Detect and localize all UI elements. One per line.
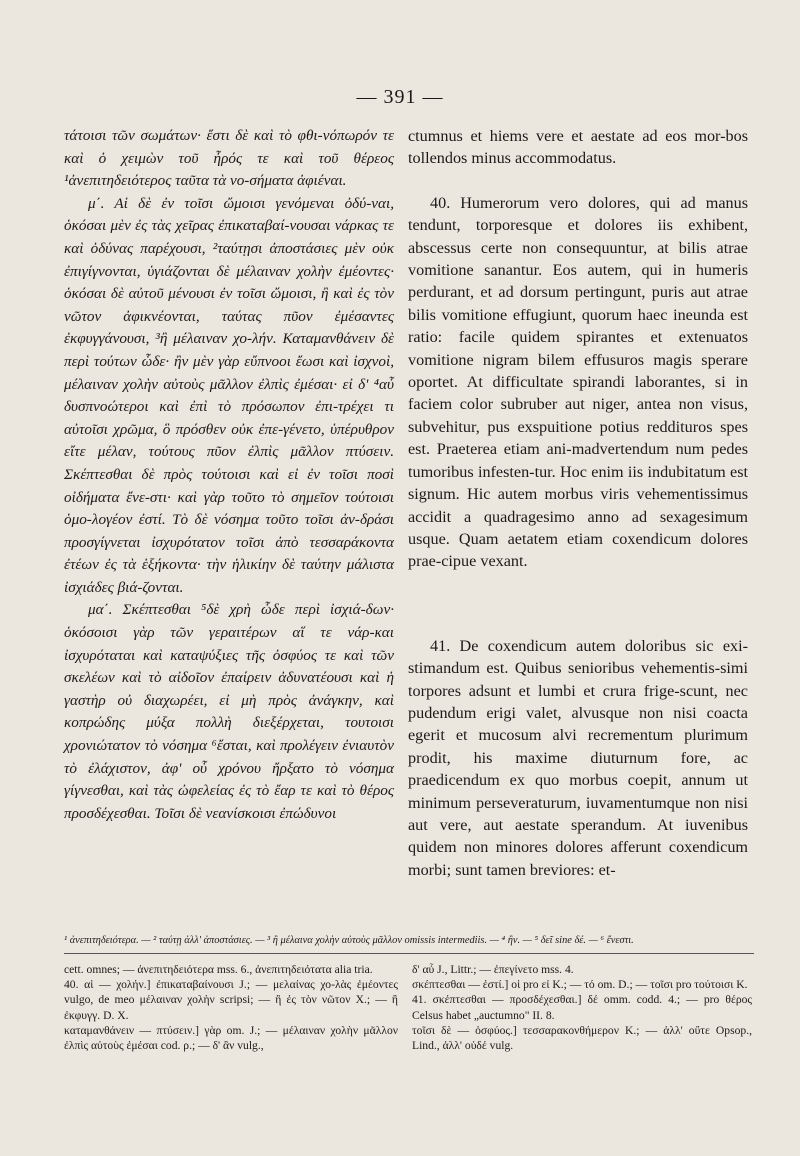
apparatus-note: 40. αἱ — χολήν.] ἐπικαταβαίνουσι J.; — μελαίνας χο-λὰς ἐμέοντες vulgo, de meo μέλαιναν χολὴν scripsi; — ἢ ἐς τὸν νῶτον X.; — ἢ ἐκφυγγ. D. X. — [64, 978, 398, 1022]
latin-column — [408, 125, 748, 881]
latin-paragraph-41: 41. De coxendicum autem doloribus sic exi-stimandum est. Quibus senioribus vehementis-simi torpores adsunt et lumbi et crura frige-scunt, nec pudendum erigi valet, alvusque non nisi coacta egerit et mucosum alvi recrementum plurimum prodit, his maxime diuturnum fore, ac praedicendum ex quo morbus coepit, annum ut minimum perseveraturum, iuvamentumque non nisi aut vere, aut aestate sperandum. At iuvenibus quidem non minores dolores afferunt coxendicum morbi; sunt tamen breviores: et- — [408, 636, 748, 879]
apparatus-note: 41. σκέπτεσθαι — προσδέχεσθαι.] δέ omm. codd. 4.; — pro θέρος Celsus habet „auctumno" II. 8. — [412, 993, 752, 1022]
apparatus-note: καταμανθάνειν — πτύσειν.] γὰρ om. J.; — μέλαιναν χολὴν μᾶλλον ἐλπὶς αὐτοὺς ἐμέσαι cod. ρ.; — δ' ἂν vulg., — [64, 1023, 398, 1053]
apparatus-note: δ' αὖ J., Littr.; — ἐπεγίνετο mss. 4. — [412, 963, 574, 976]
latin-paragraph-intro: ctumnus et hiems vere et aestate ad eos mor-bos tollendos minus accommodatus. — [408, 127, 748, 168]
apparatus-divider — [64, 953, 754, 954]
greek-paragraph-41: μα΄. Σκέπτεσθαι ⁵δὲ χρὴ ὧδε περὶ ἰσχιά-δων· ὁκόσοισι γὰρ τῶν γεραιτέρων αἵ τε νάρ-και ἰσχυρόταται καὶ καταψύξιες τῆς ὀσφύος τε καὶ τῶν σκελέων καὶ τὸ αἰδοῖον ἐπαίρειν ἀδυνατέουσι καὶ ἡ γαστὴρ οὐ διαχωρέει, εἰ μὴ πρὸς ἀνάγκην, καὶ κοπρώδης μύξα πολλὴ διεξέρχεται, τουτοισι χρονιώτατον τὸ νόσημα ⁶ἔσται, καὶ προλέγειν ἐνιαυτὸν τὸ ἐλάχιστον, ἀφ' οὗ χρόνου ἤρξατο τὸ νόσημα γίγνεσθαι, καὶ τὰς ὠφελείας ἐς τὸ ἔαρ τε καὶ τὸ θέρος προσδέχεσθαι. Τοῖσι δὲ νεανίσκοισι ἐπώδυνοι — [64, 601, 394, 822]
critical-apparatus-right — [412, 962, 752, 1053]
greek-paragraph-intro: τάτοισι τῶν σωμάτων· ἔστι δὲ καὶ τὸ φθι-νόπωρόν τε καὶ ὁ χειμὼν τοῦ ἦρός τε καὶ τοῦ θέρεος ¹ἀνεπιτηδειότερος ταῦτα τὰ νο-σήματα ἀφιέναι. — [64, 127, 394, 190]
greek-column — [64, 125, 394, 825]
page-number: — 391 — — [356, 86, 444, 108]
greek-paragraph-40: μ΄. Αἱ δὲ ἐν τοῖσι ὤμοισι γενόμεναι ὀδύ-ναι, ὁκόσαι μὲν ἐς τὰς χεῖρας ἐπικαταβαί-νουσαι νάρκας τε καὶ ὀδύνας παρέχουσι, ²ταύτῃσι ἀποστάσιες μὲν οὐκ ἐπιγίγνονται, ὑγιάζονται δὲ μέλαιναν χολὴν ἐμέοντες· ὁκόσαι δὲ αὐτοῦ μένουσι ἐν τοῖσι ὤμοισι, ἢ καὶ ἐς τὸν νῶτον ἀφικνέονται, ταύτας πῦον ἐμέσαντες ἐκφυγγάνουσι, ³ἢ μέλαιναν χο-λήν. Καταμανθάνειν δὲ περὶ τούτων ὧδε· ἢν μὲν γὰρ εὔπνοοι ἔωσι καὶ ἰσχνοὶ, μέλαιναν χολὴν αὐτοὺς μᾶλλον ἐλπὶς ἐμέσαι· εἰ δ' ⁴αὖ δυσπνοώτεροι καὶ ἐπὶ τὸ πρόσωπον ἐπι-τρέχει τι αὐτοῖσι χρῶμα, ὃ πρόσθεν οὐκ ἐπε-γένετο, ὑπέρυθρον εἴτε μέλαν, τούτους πῦον ἐλπὶς μᾶλλον πτύσειν. Σκέπτεσθαι δὲ πρὸς τούτοισι καὶ εἰ ἐν τοῖσι ποσὶ οἰδήματα ἔνε-στι· καὶ γὰρ τοῦτο τὸ σημεῖον τούτοισι ὁμο-λογέον ἐστί. Τὸ δὲ νόσημα τοῦτο τοῖσι ἀν-δράσι προσγίγνεται ἰσχυρότατον τοῖσι ἀπὸ τεσσαράκοντα ἐτέων ἐς τὰ ἑξήκοντα· τὴν ἡλικίην δὲ ταύτην μάλιστα ἰσχιάδες βιά-ζονται. — [64, 194, 394, 596]
latin-paragraph-40: 40. Humerorum vero dolores, qui ad manus tendunt, torporesque et dolores iis exhibent, abscessus certe non consequuntur, at bilis atrae vomitione sanantur. Eos autem, qui in humeris perdurant, et ad dorsum pertingunt, puris aut atrae bilis vomitione effugiunt, quorum haec ineunda est ratio: facile quidem spirantes et extenuatos vomitione nigram bilem effusuros magis sperare oportet. At difficultate spirandi laborantes, si in faciem color subruber aut niger, antea non visus, subvehitur, pus exspuitione potius reddituros spes est. Praeterea etiam ani-madvertendum num pedes tumoribus infesten-tur. Hoc enim iis indubitatum est signum. Hic autem morbus viris vehementissimus accidit a quadragesimo anno ad sexagesimum usque. Quam aetatem etiam coxendicum dolores prae-cipue vexant. — [408, 193, 748, 571]
critical-apparatus-left — [64, 962, 398, 1053]
apparatus-note: cett. omnes; — ἀνεπιτηδειότερα mss. 6., ἀνεπιτηδειότατα alia tria. — [64, 963, 373, 976]
apparatus-note: σκέπτεσθαι — ἐστί.] οἱ pro εἰ K.; — τό om. D.; — τοῖσι pro τούτοισι K. — [412, 978, 748, 992]
apparatus-note: τοῖσι δὲ — ὀσφύος.] τεσσαρακονθήμερον K.; — ἀλλ' οὔτε Opsop., Lind., ἀλλ' οὐδέ vulg. — [412, 1023, 752, 1053]
footnotes: ¹ ἀνεπιτηδειότερα. — ² ταύτῃ ἀλλ' ἀποστάσιες. — ³ ἢ μέλαινα χολὴν αὐτοὺς μᾶλλον omissis intermediis. — ⁴ ἢν. — ⁵ δεῖ sine δέ. — ⁶ ἔνεστι. — [64, 935, 634, 946]
